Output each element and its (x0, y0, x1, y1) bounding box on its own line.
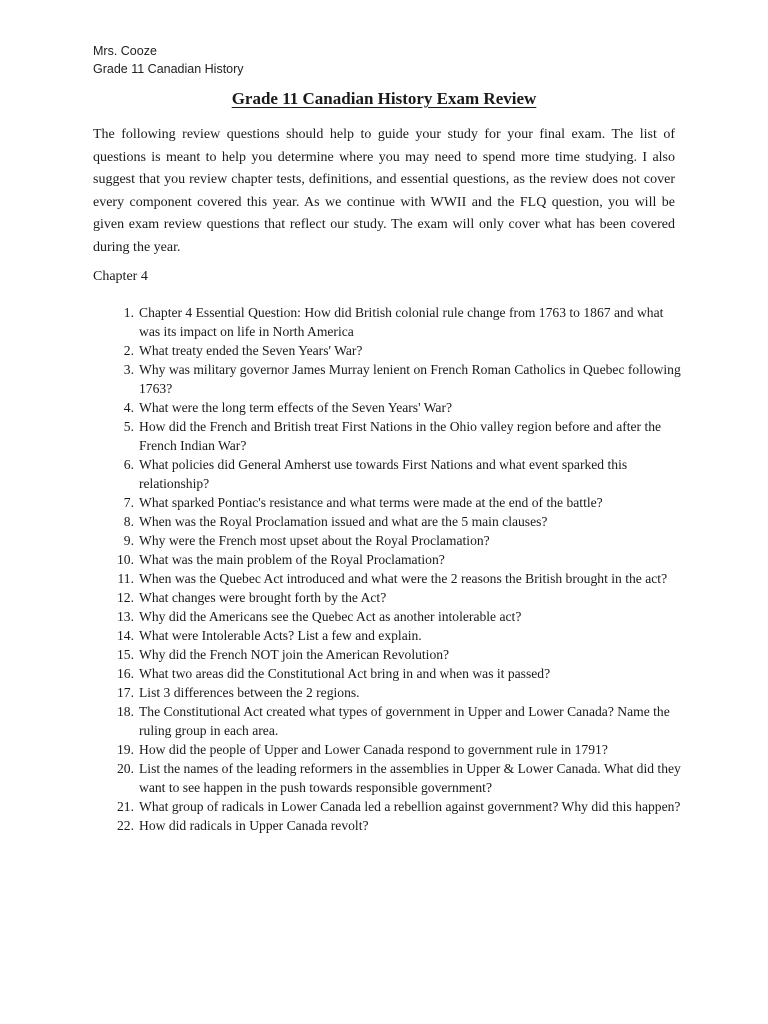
question-number: 19. (117, 742, 134, 757)
question-item (112, 626, 682, 645)
question-text: What policies did General Amherst use towards First Nations and what event sparked this relationship? (139, 457, 628, 491)
question-item (112, 740, 682, 759)
question-number: 22. (117, 818, 134, 833)
question-text: List the names of the leading reformers in the assemblies in Upper & Lower Canada. What did they want to see happen in the push towards responsible government? (139, 761, 681, 795)
question-item (112, 588, 682, 607)
question-item (112, 702, 682, 740)
question-number: 4. (123, 400, 134, 415)
question-text: When was the Royal Proclamation issued and what are the 5 main clauses? (139, 514, 548, 529)
question-item (112, 569, 682, 588)
question-number: 8. (123, 514, 134, 529)
question-text: Why did the French NOT join the American Revolution? (139, 647, 450, 662)
document-header (93, 42, 244, 78)
intro-paragraph: The following review questions should help to guide your study for your final exam. The list of questions is meant to help you determine where you may need to spend more time studying. I also suggest that you review chapter tests, definitions, and essential questions, as the review does not cover every component covered this year. As we continue with WWII and the FLQ question, you will be given exam review questions that reflect our study. The exam will only cover what has been covered during the year. (93, 127, 675, 255)
question-number: 13. (117, 609, 134, 624)
question-item (112, 816, 682, 835)
question-item (112, 303, 682, 341)
question-item (112, 645, 682, 664)
question-number: 17. (117, 685, 134, 700)
question-item (112, 607, 682, 626)
question-list (112, 303, 682, 835)
question-text: What treaty ended the Seven Years' War? (139, 343, 363, 358)
question-number: 7. (123, 495, 134, 510)
question-number: 2. (123, 343, 134, 358)
question-number: 5. (123, 419, 134, 434)
question-text: What were the long term effects of the Seven Years' War? (139, 400, 453, 415)
question-item (112, 341, 682, 360)
question-number: 10. (117, 552, 134, 567)
question-number: 12. (117, 590, 134, 605)
question-number: 21. (117, 799, 134, 814)
question-text: How did the French and British treat First Nations in the Ohio valley region before and after the French Indian War? (139, 419, 662, 453)
question-item (112, 759, 682, 797)
question-item (112, 417, 682, 455)
question-number: 6. (123, 457, 134, 472)
chapter-heading: Chapter 4 (93, 269, 148, 284)
question-number: 16. (117, 666, 134, 681)
question-item (112, 664, 682, 683)
question-item (112, 531, 682, 550)
question-text: What group of radicals in Lower Canada led a rebellion against government? Why did this happen? (139, 799, 681, 814)
question-text: List 3 differences between the 2 regions. (139, 685, 360, 700)
question-text: How did radicals in Upper Canada revolt? (139, 818, 369, 833)
question-text: The Constitutional Act created what types of government in Upper and Lower Canada? Name the ruling group in each area. (139, 704, 670, 738)
question-number: 11. (117, 571, 134, 586)
question-text: What changes were brought forth by the Act? (139, 590, 387, 605)
question-text: What were Intolerable Acts? List a few and explain. (139, 628, 422, 643)
question-number: 3. (123, 362, 134, 377)
question-number: 20. (117, 761, 134, 776)
question-text: Chapter 4 Essential Question: How did British colonial rule change from 1763 to 1867 and what was its impact on life in North America (139, 305, 664, 339)
question-item (112, 398, 682, 417)
question-number: 14. (117, 628, 134, 643)
question-item (112, 683, 682, 702)
question-text: What sparked Pontiac's resistance and what terms were made at the end of the battle? (139, 495, 603, 510)
question-text: When was the Quebec Act introduced and what were the 2 reasons the British brought in the act? (139, 571, 668, 586)
question-item (112, 360, 682, 398)
question-text: How did the people of Upper and Lower Canada respond to government rule in 1791? (139, 742, 608, 757)
question-text: Why was military governor James Murray lenient on French Roman Catholics in Quebec following 1763? (139, 362, 681, 396)
course-name: Grade 11 Canadian History (93, 62, 244, 76)
page-title: Grade 11 Canadian History Exam Review (231, 89, 537, 108)
question-item (112, 550, 682, 569)
question-item (112, 797, 682, 816)
question-number: 15. (117, 647, 134, 662)
teacher-name: Mrs. Cooze (93, 44, 157, 58)
question-item (112, 512, 682, 531)
question-item (112, 493, 682, 512)
question-text: Why were the French most upset about the Royal Proclamation? (139, 533, 490, 548)
question-text: What two areas did the Constitutional Act bring in and when was it passed? (139, 666, 551, 681)
question-text: What was the main problem of the Royal Proclamation? (139, 552, 445, 567)
question-number: 1. (123, 305, 134, 320)
question-number: 18. (117, 704, 134, 719)
question-number: 9. (123, 533, 134, 548)
question-item (112, 455, 682, 493)
question-text: Why did the Americans see the Quebec Act as another intolerable act? (139, 609, 522, 624)
